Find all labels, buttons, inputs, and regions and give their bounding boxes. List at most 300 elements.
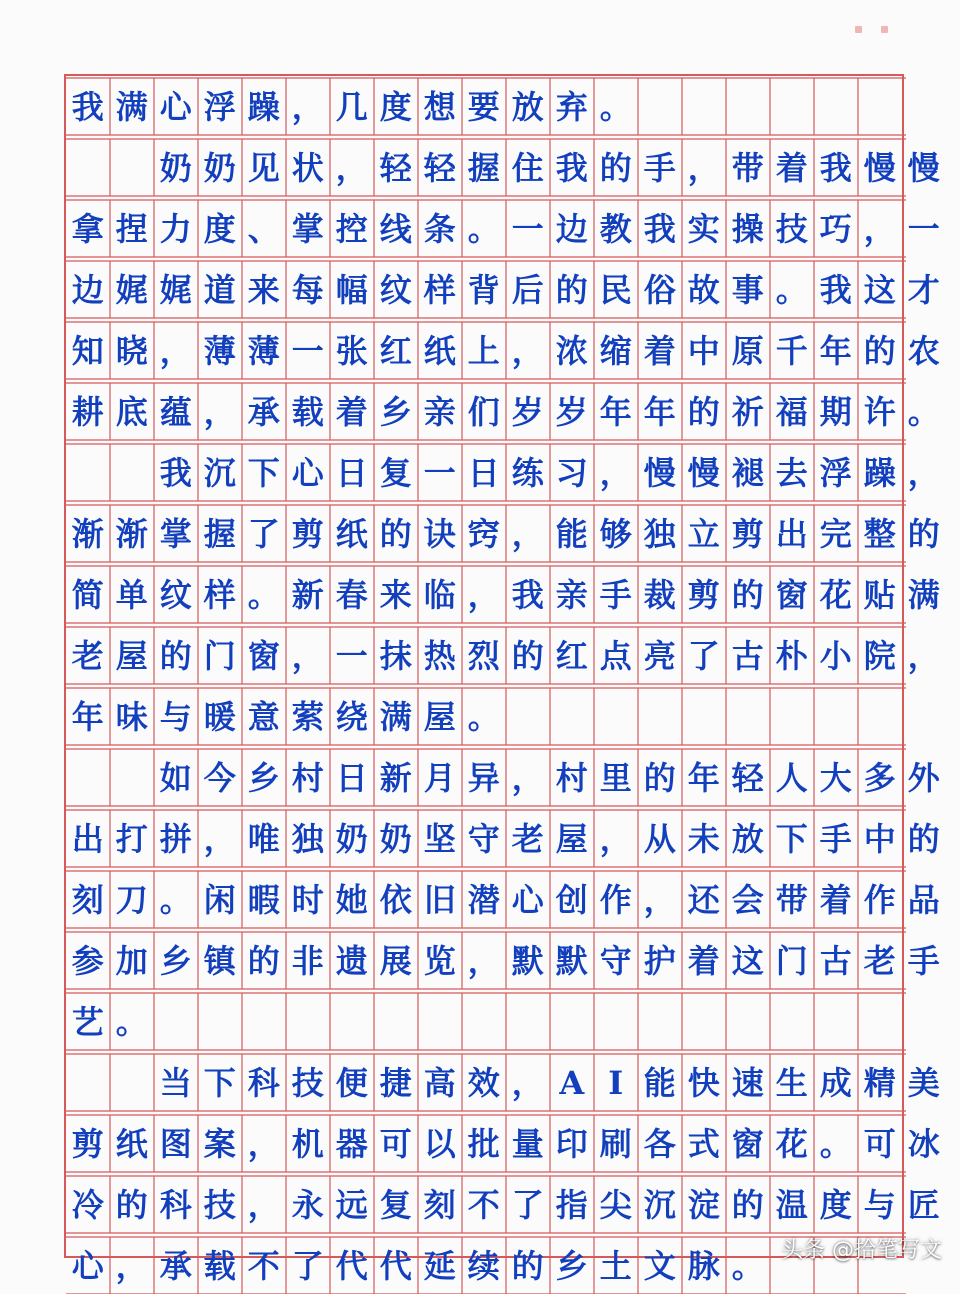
grid-character: 躁 <box>863 453 896 492</box>
grid-character: 暖 <box>203 697 236 736</box>
grid-character: 心 <box>511 880 544 919</box>
grid-character: 会 <box>731 880 764 919</box>
grid-character: 整 <box>863 514 896 553</box>
grid-character: 够 <box>599 514 632 553</box>
grid-character: 乡 <box>555 1246 588 1285</box>
grid-character: 文 <box>643 1246 676 1285</box>
grid-character: 捏 <box>115 209 148 248</box>
grid-character: 量 <box>511 1124 544 1163</box>
grid-character: 着 <box>775 148 808 187</box>
grid-character: 她 <box>335 880 368 919</box>
grid-character: 轻 <box>731 758 764 797</box>
grid-character: 唯 <box>247 819 280 858</box>
grid-character: 着 <box>335 392 368 431</box>
grid-character: 作 <box>599 880 632 919</box>
grid-character: 。 <box>775 270 808 309</box>
grid-character: 手 <box>599 575 632 614</box>
grid-character: 度 <box>379 87 412 126</box>
grid-character: 亮 <box>643 636 676 675</box>
grid-character: 承 <box>159 1246 192 1285</box>
grid-character: 了 <box>687 636 720 675</box>
grid-character: 窗 <box>247 636 280 675</box>
grid-character: 萦 <box>291 697 324 736</box>
grid-character: 村 <box>555 758 588 797</box>
grid-character: 快 <box>687 1063 720 1102</box>
text-line <box>66 993 902 1050</box>
grid-character: 老 <box>511 819 544 858</box>
grid-character: 的 <box>599 148 632 187</box>
grid-character: 科 <box>247 1063 280 1102</box>
grid-character: 永 <box>291 1185 324 1224</box>
grid-character: 抹 <box>379 636 412 675</box>
grid-character: ， <box>687 148 720 187</box>
grid-character: 刻 <box>71 880 104 919</box>
grid-character: 镇 <box>203 941 236 980</box>
grid-character: 轻 <box>379 148 412 187</box>
grid-character: 中 <box>687 331 720 370</box>
grid-character: A <box>559 1063 585 1102</box>
grid-character: 默 <box>555 941 588 980</box>
grid-character: 知 <box>71 331 104 370</box>
grid-character: 乡 <box>159 941 192 980</box>
grid-character: 门 <box>775 941 808 980</box>
grid-character: 闲 <box>203 880 236 919</box>
grid-character: 展 <box>379 941 412 980</box>
grid-character: 岁 <box>511 392 544 431</box>
grid-character: 沉 <box>643 1185 676 1224</box>
grid-character: 年 <box>643 392 676 431</box>
text-line <box>66 1176 940 1233</box>
grid-character: 我 <box>555 148 588 187</box>
grid-character: 依 <box>379 880 412 919</box>
grid-character: 慢 <box>687 453 720 492</box>
grid-character: 打 <box>115 819 148 858</box>
grid-character: 的 <box>731 1185 764 1224</box>
grid-character: 代 <box>379 1246 412 1285</box>
grid-character: 日 <box>335 453 368 492</box>
grid-character: ， <box>335 148 368 187</box>
grid-character: 的 <box>159 636 192 675</box>
grid-character: 延 <box>423 1246 456 1285</box>
grid-character: 耕 <box>71 392 104 431</box>
grid-character: 原 <box>731 331 764 370</box>
grid-character: 窗 <box>731 1124 764 1163</box>
grid-character: 创 <box>555 880 588 919</box>
grid-character: 年 <box>71 697 104 736</box>
grid-character: 的 <box>555 270 588 309</box>
grid-character: 脉 <box>687 1246 720 1285</box>
grid-character: 诀 <box>423 514 456 553</box>
grid-character: 轻 <box>423 148 456 187</box>
grid-character: 匠 <box>907 1185 940 1224</box>
grid-character: 。 <box>247 575 280 614</box>
grid-character: 才 <box>907 270 940 309</box>
grid-character: 福 <box>775 392 808 431</box>
grid-character: 坚 <box>423 819 456 858</box>
grid-character: ， <box>467 575 500 614</box>
grid-character: 屋 <box>115 636 148 675</box>
grid-character: 生 <box>775 1063 808 1102</box>
page-corner-marks <box>855 26 895 36</box>
grid-character: 亲 <box>555 575 588 614</box>
grid-character: 浓 <box>555 331 588 370</box>
grid-character: 握 <box>467 148 500 187</box>
grid-character: 几 <box>335 87 368 126</box>
grid-character: 与 <box>863 1185 896 1224</box>
grid-character: 冷 <box>71 1185 104 1224</box>
grid-character: 异 <box>467 758 500 797</box>
grid-character: 代 <box>335 1246 368 1285</box>
grid-character: 屋 <box>555 819 588 858</box>
grid-character: 旧 <box>423 880 456 919</box>
grid-character: 不 <box>467 1185 500 1224</box>
grid-character: 可 <box>379 1124 412 1163</box>
grid-character: 底 <box>115 392 148 431</box>
text-line <box>66 261 940 318</box>
grid-character: 花 <box>819 575 852 614</box>
grid-character: 案 <box>203 1124 236 1163</box>
grid-character: 门 <box>203 636 236 675</box>
grid-character: 多 <box>863 758 896 797</box>
grid-character: ， <box>643 880 676 919</box>
grid-character: 纸 <box>423 331 456 370</box>
grid-character: 练 <box>511 453 544 492</box>
grid-character: 奶 <box>335 819 368 858</box>
grid-character: 农 <box>907 331 940 370</box>
grid-character: ， <box>115 1246 148 1285</box>
grid-character: 蕴 <box>159 392 192 431</box>
text-line <box>66 139 940 196</box>
grid-character: 度 <box>203 209 236 248</box>
grid-character: 来 <box>379 575 412 614</box>
grid-character: 窍 <box>467 514 500 553</box>
grid-character: 护 <box>643 941 676 980</box>
grid-character: 贴 <box>863 575 896 614</box>
grid-character: 满 <box>115 87 148 126</box>
grid-character: 速 <box>731 1063 764 1102</box>
grid-character: 一 <box>907 209 940 248</box>
grid-character: I <box>608 1063 624 1102</box>
grid-character: 的 <box>907 819 940 858</box>
grid-character: 技 <box>203 1185 236 1224</box>
grid-character: 精 <box>863 1063 896 1102</box>
grid-character: 放 <box>511 87 544 126</box>
grid-character: 边 <box>71 270 104 309</box>
grid-character: 剪 <box>291 514 324 553</box>
grid-character: ， <box>159 331 192 370</box>
grid-character: 古 <box>819 941 852 980</box>
grid-character: ， <box>511 514 544 553</box>
grid-character: 手 <box>819 819 852 858</box>
grid-character: 乡 <box>379 392 412 431</box>
grid-character: 我 <box>643 209 676 248</box>
grid-character: 薄 <box>247 331 280 370</box>
grid-character: 、 <box>247 209 280 248</box>
grid-character: 出 <box>71 819 104 858</box>
grid-character: 屋 <box>423 697 456 736</box>
grid-character: 缩 <box>599 331 632 370</box>
grid-character: 能 <box>643 1063 676 1102</box>
grid-character: ， <box>203 392 236 431</box>
grid-character: 晓 <box>115 331 148 370</box>
grid-character: 慢 <box>907 148 940 187</box>
text-line <box>66 566 940 623</box>
grid-character: ， <box>863 209 896 248</box>
grid-character: 纸 <box>115 1124 148 1163</box>
grid-character: 民 <box>599 270 632 309</box>
grid-character: 参 <box>71 941 104 980</box>
grid-character: 临 <box>423 575 456 614</box>
grid-character: 冰 <box>907 1124 940 1163</box>
grid-character: 故 <box>687 270 720 309</box>
grid-character: 浮 <box>203 87 236 126</box>
grid-character: 们 <box>467 392 500 431</box>
grid-character: ， <box>467 941 500 980</box>
grid-character: 下 <box>203 1063 236 1102</box>
grid-character: 满 <box>907 575 940 614</box>
grid-character: 远 <box>335 1185 368 1224</box>
grid-character: 复 <box>379 1185 412 1224</box>
grid-character: 。 <box>467 697 500 736</box>
grid-character: 尖 <box>599 1185 632 1224</box>
grid-character: ， <box>599 453 632 492</box>
grid-character: 览 <box>423 941 456 980</box>
grid-character: 红 <box>555 636 588 675</box>
grid-character: 力 <box>159 209 192 248</box>
grid-character: 奶 <box>203 148 236 187</box>
grid-character: 亲 <box>423 392 456 431</box>
grid-character: 薄 <box>203 331 236 370</box>
text-line <box>66 383 940 440</box>
grid-character: 单 <box>115 575 148 614</box>
grid-character: 。 <box>159 880 192 919</box>
grid-character: 春 <box>335 575 368 614</box>
grid-character: 老 <box>863 941 896 980</box>
grid-character: 心 <box>159 87 192 126</box>
grid-character: 每 <box>291 270 324 309</box>
grid-character: 的 <box>863 331 896 370</box>
grid-character: 躁 <box>247 87 280 126</box>
grid-character: 下 <box>775 819 808 858</box>
grid-character: 操 <box>731 209 764 248</box>
grid-character: 新 <box>379 758 412 797</box>
grid-character: 。 <box>115 1002 148 1041</box>
text-line <box>66 200 940 257</box>
grid-character: 想 <box>423 87 456 126</box>
text-line <box>66 749 940 806</box>
grid-character: 。 <box>907 392 940 431</box>
grid-character: 后 <box>511 270 544 309</box>
grid-character: 带 <box>731 148 764 187</box>
grid-character: ， <box>291 87 324 126</box>
text-line <box>66 688 902 745</box>
grid-character: 与 <box>159 697 192 736</box>
grid-character: 了 <box>247 514 280 553</box>
grid-character: ， <box>599 819 632 858</box>
grid-character: 立 <box>687 514 720 553</box>
grid-character: 线 <box>379 209 412 248</box>
grid-character: 实 <box>687 209 720 248</box>
grid-character: 热 <box>423 636 456 675</box>
grid-character: 美 <box>907 1063 940 1102</box>
grid-character: 窗 <box>775 575 808 614</box>
text-line <box>66 810 940 867</box>
grid-character: 烈 <box>467 636 500 675</box>
text-line <box>66 444 940 501</box>
grid-character: 外 <box>907 758 940 797</box>
grid-character: 载 <box>291 392 324 431</box>
grid-character: 教 <box>599 209 632 248</box>
grid-character: 一 <box>291 331 324 370</box>
grid-character: 淀 <box>687 1185 720 1224</box>
grid-character: 剪 <box>731 514 764 553</box>
grid-character: 大 <box>819 758 852 797</box>
grid-character: 带 <box>775 880 808 919</box>
grid-character: 作 <box>863 880 896 919</box>
grid-character: 样 <box>423 270 456 309</box>
text-line <box>66 1115 940 1172</box>
grid-character: 习 <box>555 453 588 492</box>
grid-character: 事 <box>731 270 764 309</box>
grid-character: 背 <box>467 270 500 309</box>
grid-character: 守 <box>467 819 500 858</box>
grid-character: 复 <box>379 453 412 492</box>
grid-character: 从 <box>643 819 676 858</box>
grid-character: 。 <box>819 1124 852 1163</box>
grid-character: 期 <box>819 392 852 431</box>
grid-character: 简 <box>71 575 104 614</box>
grid-character: 各 <box>643 1124 676 1163</box>
text-line <box>66 1237 902 1294</box>
grid-character: 机 <box>291 1124 324 1163</box>
grid-character: 边 <box>555 209 588 248</box>
grid-character: 便 <box>335 1063 368 1102</box>
grid-character: 温 <box>775 1185 808 1224</box>
grid-character: 味 <box>115 697 148 736</box>
text-line <box>66 627 940 684</box>
grid-character: 高 <box>423 1063 456 1102</box>
grid-character: 渐 <box>71 514 104 553</box>
grid-character: 纸 <box>335 514 368 553</box>
grid-character: 去 <box>775 453 808 492</box>
grid-character: 了 <box>291 1246 324 1285</box>
grid-character: 续 <box>467 1246 500 1285</box>
grid-character: 承 <box>247 392 280 431</box>
grid-character: 新 <box>291 575 324 614</box>
grid-character: 裁 <box>643 575 676 614</box>
grid-character: 暇 <box>247 880 280 919</box>
grid-character: 的 <box>115 1185 148 1224</box>
grid-character: 娓 <box>159 270 192 309</box>
grid-character: 村 <box>291 758 324 797</box>
grid-character: 的 <box>379 514 412 553</box>
grid-character: 的 <box>511 636 544 675</box>
text-line <box>66 1054 940 1111</box>
grid-character: 掌 <box>159 514 192 553</box>
grid-character: 出 <box>775 514 808 553</box>
grid-character: ， <box>511 758 544 797</box>
grid-character: 。 <box>599 87 632 126</box>
text-line <box>66 932 940 989</box>
grid-character: 沉 <box>203 453 236 492</box>
text-line <box>66 505 940 562</box>
grid-character: 可 <box>863 1124 896 1163</box>
grid-character: ， <box>291 636 324 675</box>
grid-character: 这 <box>863 270 896 309</box>
grid-character: 老 <box>71 636 104 675</box>
grid-character: 一 <box>423 453 456 492</box>
grid-character: 完 <box>819 514 852 553</box>
grid-character: ， <box>907 453 940 492</box>
grid-character: 还 <box>687 880 720 919</box>
grid-character: 技 <box>291 1063 324 1102</box>
grid-character: 我 <box>511 575 544 614</box>
grid-character: 一 <box>511 209 544 248</box>
grid-character: 道 <box>203 270 236 309</box>
grid-character: 人 <box>775 758 808 797</box>
grid-character: 着 <box>643 331 676 370</box>
grid-character: 岁 <box>555 392 588 431</box>
grid-character: 土 <box>599 1246 632 1285</box>
grid-character: 控 <box>335 209 368 248</box>
grid-character: 渐 <box>115 514 148 553</box>
grid-character: 点 <box>599 636 632 675</box>
grid-character: 月 <box>423 758 456 797</box>
grid-character: 年 <box>819 331 852 370</box>
grid-character: 张 <box>335 331 368 370</box>
grid-character: 心 <box>291 453 324 492</box>
text-line <box>66 871 940 928</box>
grid-character: 年 <box>687 758 720 797</box>
grid-character: 花 <box>775 1124 808 1163</box>
grid-character: 小 <box>819 636 852 675</box>
grid-character: 品 <box>907 880 940 919</box>
grid-character: 手 <box>643 148 676 187</box>
grid-character: 如 <box>159 758 192 797</box>
essay-grid-paper <box>64 74 940 1285</box>
grid-character: 成 <box>819 1063 852 1102</box>
grid-character: 奶 <box>159 148 192 187</box>
grid-character: 守 <box>599 941 632 980</box>
grid-character: 时 <box>291 880 324 919</box>
grid-character: 器 <box>335 1124 368 1163</box>
grid-character: 褪 <box>731 453 764 492</box>
grid-character: 图 <box>159 1124 192 1163</box>
grid-character: 加 <box>115 941 148 980</box>
grid-character: ， <box>247 1124 280 1163</box>
grid-character: 的 <box>247 941 280 980</box>
grid-character: 放 <box>731 819 764 858</box>
grid-character: 拿 <box>71 209 104 248</box>
grid-character: 度 <box>819 1185 852 1224</box>
grid-character: 条 <box>423 209 456 248</box>
grid-character: 千 <box>775 331 808 370</box>
grid-character: 握 <box>203 514 236 553</box>
grid-character: ， <box>511 331 544 370</box>
grid-character: 俗 <box>643 270 676 309</box>
grid-character: 日 <box>467 453 500 492</box>
grid-character: 着 <box>687 941 720 980</box>
grid-character: 我 <box>71 87 104 126</box>
grid-character: 刀 <box>115 880 148 919</box>
grid-character: 上 <box>467 331 500 370</box>
grid-character: 手 <box>907 941 940 980</box>
grid-character: ， <box>907 636 940 675</box>
grid-character: 剪 <box>71 1124 104 1163</box>
grid-character: 拼 <box>159 819 192 858</box>
grid-character: 院 <box>863 636 896 675</box>
grid-character: 要 <box>467 87 500 126</box>
